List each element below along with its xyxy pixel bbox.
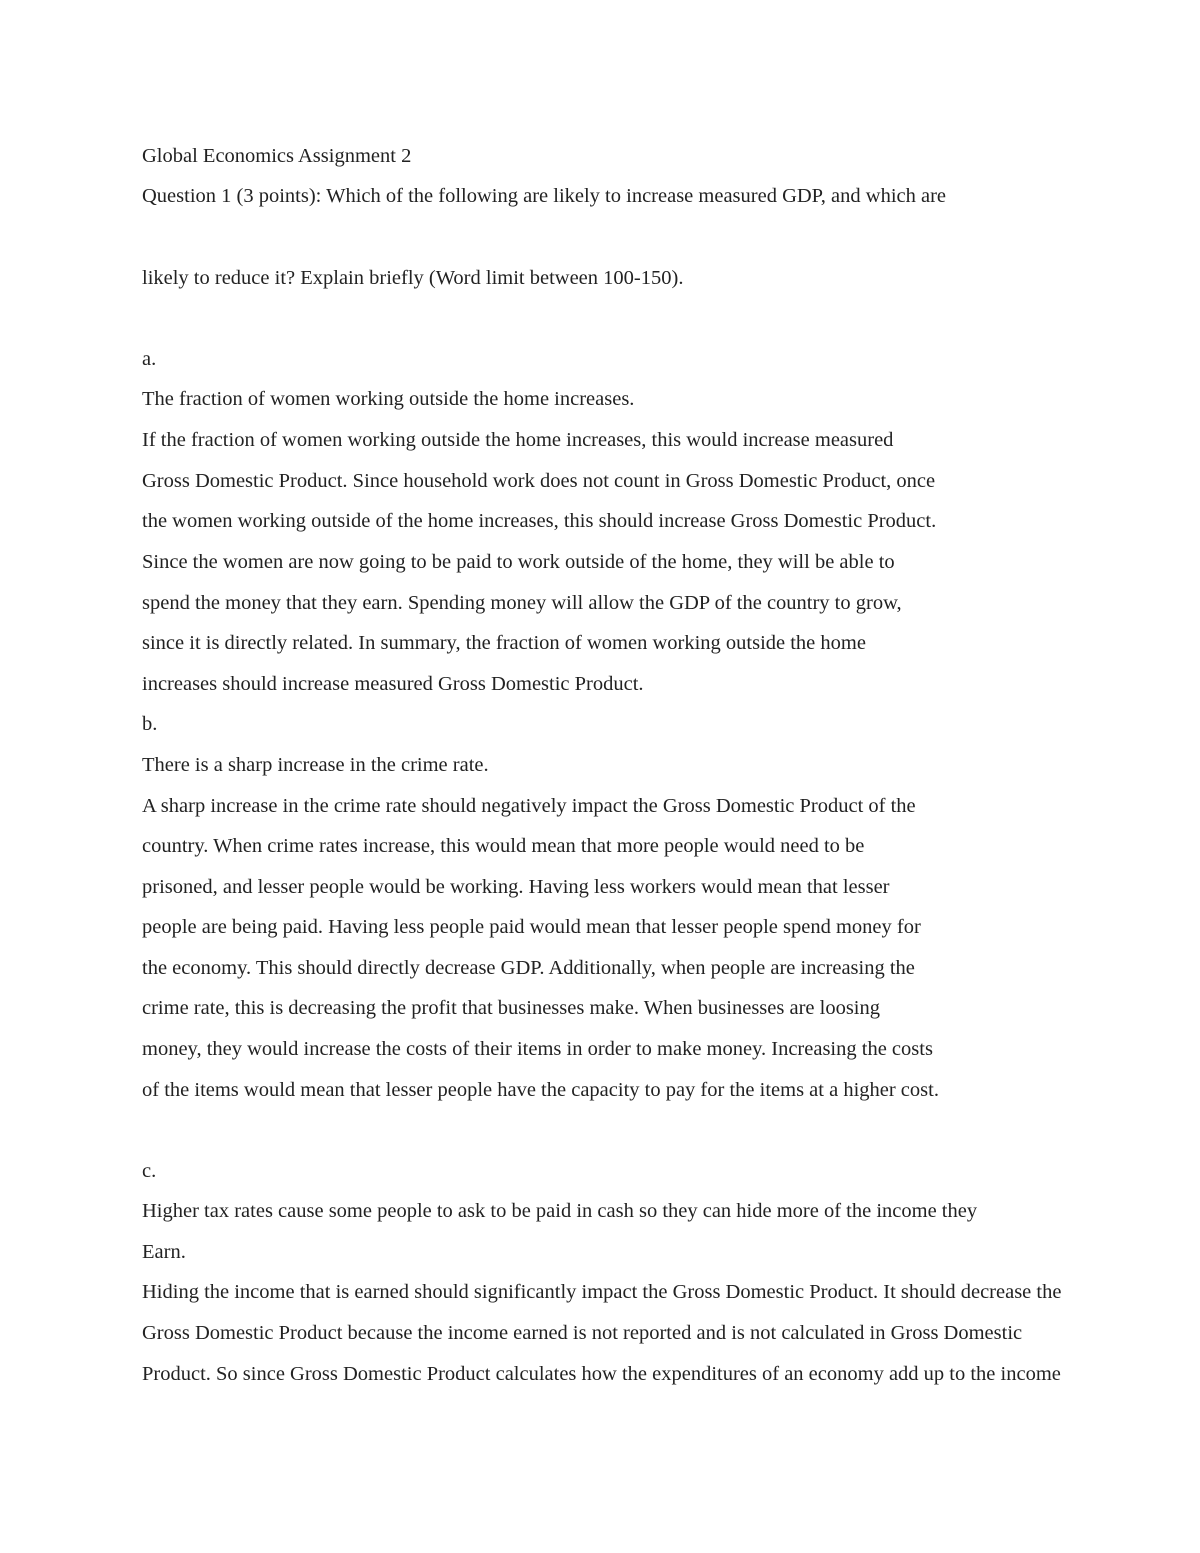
part-c-answer-line: Product. So since Gross Domestic Product calculates how the expenditures of an economy add up to the income xyxy=(142,1363,1061,1385)
part-c-prompt-line: Earn. xyxy=(142,1241,186,1263)
part-b-answer-line: people are being paid. Having less people paid would mean that lesser people spend money for xyxy=(142,916,921,938)
part-b-label: b. xyxy=(142,713,158,735)
part-a-answer-line: If the fraction of women working outside the home increases, this would increase measured xyxy=(142,429,894,451)
part-b-answer-line: crime rate, this is decreasing the profit that businesses make. When businesses are loosing xyxy=(142,997,880,1019)
part-b-answer-line: the economy. This should directly decrease GDP. Additionally, when people are increasing the xyxy=(142,957,915,979)
part-c-prompt-line: Higher tax rates cause some people to ask to be paid in cash so they can hide more of the income they xyxy=(142,1200,978,1222)
part-a-answer-line: increases should increase measured Gross Domestic Product. xyxy=(142,673,644,695)
part-c-answer-line: Gross Domestic Product because the income earned is not reported and is not calculated in Gross Domestic xyxy=(142,1322,1023,1344)
part-a-answer-line: since it is directly related. In summary, the fraction of women working outside the home xyxy=(142,632,866,654)
part-a-answer-line: Since the women are now going to be paid to work outside of the home, they will be able to xyxy=(142,551,895,573)
part-c-label: c. xyxy=(142,1160,157,1182)
part-b-answer-line: of the items would mean that lesser people have the capacity to pay for the items at a higher cost. xyxy=(142,1079,939,1101)
part-c-answer-line: Hiding the income that is earned should significantly impact the Gross Domestic Product. It should decrease the xyxy=(142,1281,1062,1303)
question-text-line-2: likely to reduce it? Explain briefly (Word limit between 100-150). xyxy=(142,267,684,289)
part-a-answer-line: spend the money that they earn. Spending money will allow the GDP of the country to grow, xyxy=(142,592,902,614)
part-b-answer-line: money, they would increase the costs of their items in order to make money. Increasing the costs xyxy=(142,1038,933,1060)
part-a-answer-line: the women working outside of the home increases, this should increase Gross Domestic Product. xyxy=(142,510,937,532)
part-b-prompt: There is a sharp increase in the crime rate. xyxy=(142,754,489,776)
part-a-answer-line: Gross Domestic Product. Since household work does not count in Gross Domestic Product, once xyxy=(142,470,936,492)
part-b-answer-line: country. When crime rates increase, this would mean that more people would need to be xyxy=(142,835,865,857)
part-b-answer-line: A sharp increase in the crime rate should negatively impact the Gross Domestic Product of the xyxy=(142,795,916,817)
document-title: Global Economics Assignment 2 xyxy=(142,145,412,167)
part-a-prompt: The fraction of women working outside the home increases. xyxy=(142,388,635,410)
part-b-answer-line: prisoned, and lesser people would be working. Having less workers would mean that lesser xyxy=(142,876,890,898)
part-a-label: a. xyxy=(142,348,157,370)
question-text-line-1: Question 1 (3 points): Which of the following are likely to increase measured GDP, and which are xyxy=(142,185,947,207)
